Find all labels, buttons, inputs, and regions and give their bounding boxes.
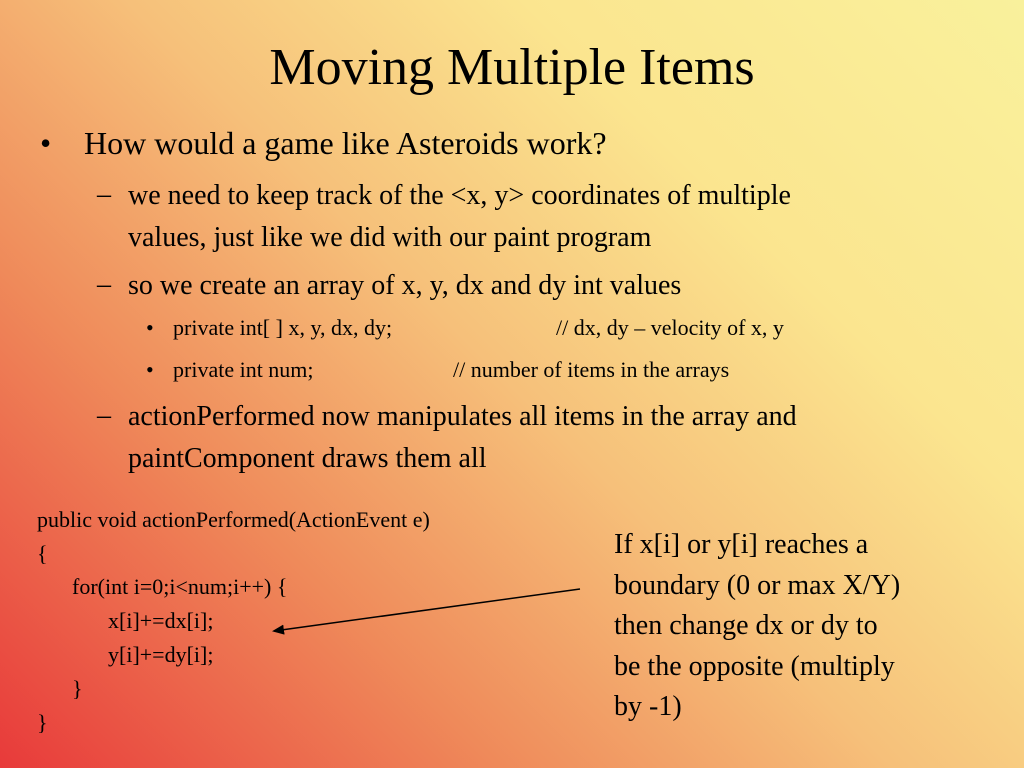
code-line: { [37, 541, 48, 566]
subbullet-line: values, just like we did with our paint program [128, 222, 652, 253]
array-declaration-code: private int[ ] x, y, dx, dy; [173, 315, 393, 340]
dash-icon: – [97, 179, 111, 210]
note-line: be the opposite (multiply [614, 650, 895, 682]
num-declaration-comment: // number of items in the arrays [453, 357, 730, 382]
num-declaration-code: private int num; [173, 357, 314, 382]
code-line: } [37, 710, 48, 735]
code-line: public void actionPerformed(ActionEvent e) [37, 507, 430, 532]
note-line: If x[i] or y[i] reaches a [614, 529, 869, 560]
slide-title: Moving Multiple Items [269, 39, 755, 96]
note-line: boundary (0 or max X/Y) [614, 569, 901, 601]
subbullet-create-array: so we create an array of x, y, dx and dy int values [128, 270, 682, 301]
bullet-icon: • [146, 315, 154, 340]
array-declaration-comment: // dx, dy – velocity of x, y [556, 315, 784, 340]
bullet-asteroids-question: How would a game like Asteroids work? [84, 125, 607, 161]
bullet-icon: • [146, 357, 154, 382]
subbullet-line: we need to keep track of the <x, y> coordinates of multiple [128, 180, 791, 211]
dash-icon: – [97, 269, 111, 300]
code-line: x[i]+=dx[i]; [108, 608, 214, 633]
dash-icon: – [97, 400, 111, 431]
boundary-note [614, 525, 994, 728]
code-line: y[i]+=dy[i]; [108, 642, 214, 667]
code-line: } [72, 676, 83, 701]
note-line: then change dx or dy to [614, 610, 878, 641]
code-line: for(int i=0;i<num;i++) { [72, 574, 288, 599]
subbullet-line: paintComponent draws them all [128, 443, 487, 474]
subbullet-line: actionPerformed now manipulates all items in the array and [128, 401, 797, 432]
bullet-icon: • [40, 125, 52, 161]
note-line: by -1) [614, 691, 682, 722]
